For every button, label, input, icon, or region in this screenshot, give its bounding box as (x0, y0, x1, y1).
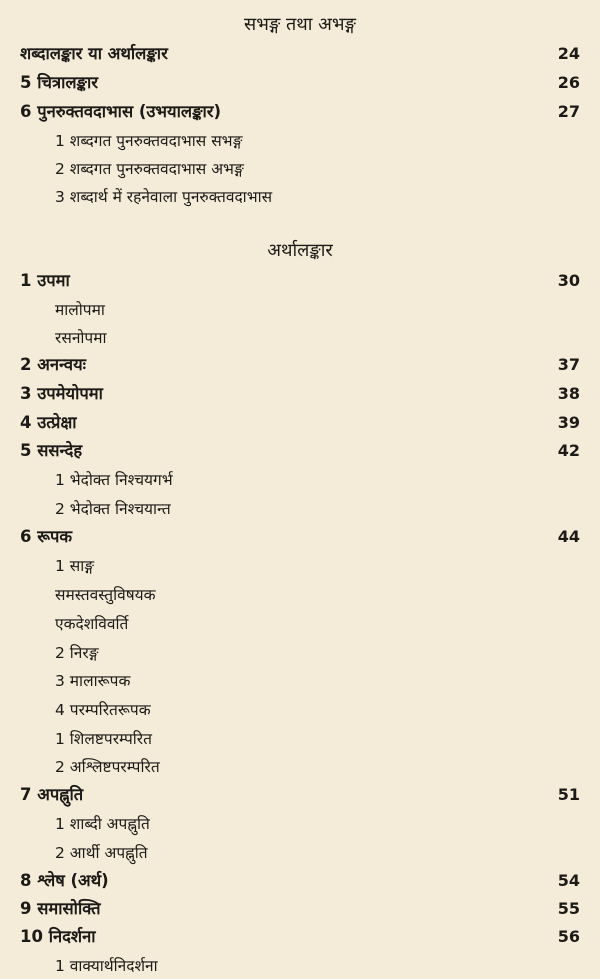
toc-subentry (0, 553, 600, 579)
toc-entry (0, 381, 600, 407)
entry-title: 2 अनन्वयः (20, 355, 86, 374)
entry-title: शब्दालङ्कार या अर्थालङ्कार (20, 44, 168, 63)
entry-page-number: 26 (557, 73, 580, 92)
toc-entry (0, 352, 600, 378)
entry-page-number: 27 (557, 102, 580, 121)
entry-title: 1 शिलष्टपरम्परित (55, 730, 152, 748)
section-heading: सभङ्ग तथा अभङ्ग (244, 14, 356, 35)
entry-page-number: 55 (557, 899, 580, 918)
entry-title: 1 उपमा (20, 271, 70, 290)
entry-page-number: 38 (557, 384, 580, 403)
entry-title: 2 भेदोक्त निश्चयान्त (55, 500, 171, 518)
toc-entry (0, 524, 600, 550)
entry-page-number: 39 (557, 413, 580, 432)
entry-title: 3 उपमेयोपमा (20, 384, 103, 403)
entry-title: 7 अपह्नुति (20, 785, 84, 804)
toc-subentry (0, 811, 600, 837)
toc-subentry (0, 184, 600, 210)
toc-entry (0, 438, 600, 464)
toc-subentry (0, 582, 600, 608)
entry-title: रसनोपमा (55, 329, 107, 347)
entry-page-number: 42 (557, 441, 580, 460)
toc-entry (0, 868, 600, 894)
entry-title: समस्तवस्तुविषयक (55, 586, 156, 604)
entry-page-number: 24 (557, 44, 580, 63)
entry-page-number: 44 (557, 527, 580, 546)
entry-title: 1 साङ्ग (55, 557, 95, 575)
entry-title: 4 परम्परितरूपक (55, 701, 151, 719)
entry-title: 4 उत्प्रेक्षा (20, 413, 77, 432)
entry-title: 10 निदर्शना (20, 927, 96, 946)
entry-title: 3 शब्दार्थ में रहनेवाला पुनरुक्तवदाभास (55, 188, 273, 206)
entry-title: 1 भेदोक्त निश्चयगर्भ (55, 471, 173, 489)
toc-subentry (0, 840, 600, 866)
entry-title: 6 पुनरुक्तवदाभास (उभयालङ्कार) (20, 102, 222, 121)
toc-entry (0, 268, 600, 294)
toc-subentry (0, 128, 600, 154)
entry-page-number: 51 (557, 785, 580, 804)
entry-title: 2 आर्थी अपह्नुति (55, 844, 148, 862)
toc-subentry (0, 953, 600, 979)
entry-title: 6 रूपक (20, 527, 73, 546)
entry-title: 2 अश्लिष्टपरम्परित (55, 758, 160, 776)
toc-subentry (0, 496, 600, 522)
toc-subentry (0, 467, 600, 493)
entry-page-number: 54 (557, 871, 580, 890)
entry-title: 8 श्लेष (अर्थ) (20, 871, 109, 890)
toc-entry (0, 782, 600, 808)
entry-title: 5 ससन्देह (20, 441, 83, 460)
entry-page-number: 37 (557, 355, 580, 374)
entry-title: 9 समासोक्ति (20, 899, 101, 918)
entry-page-number: 30 (557, 271, 580, 290)
toc-subentry (0, 640, 600, 666)
section-heading: अर्थालङ्कार (267, 240, 333, 261)
entry-title: मालोपमा (55, 301, 105, 319)
toc-entry (0, 99, 600, 125)
toc-subentry (0, 325, 600, 351)
entry-title: 1 वाक्यार्थनिदर्शना (55, 957, 158, 975)
entry-title: एकदेशविवर्ति (55, 615, 129, 633)
toc-subentry (0, 297, 600, 323)
toc-entry (0, 41, 600, 67)
entry-title: 2 निरङ्ग (55, 644, 99, 662)
toc-subentry (0, 726, 600, 752)
entry-title: 5 चित्रालङ्कार (20, 73, 99, 92)
toc-subentry (0, 754, 600, 780)
entry-page-number: 56 (557, 927, 580, 946)
toc-entry (0, 924, 600, 950)
toc-subentry (0, 156, 600, 182)
toc-subentry (0, 611, 600, 637)
entry-title: 3 मालारूपक (55, 672, 131, 690)
entry-title: 1 शाब्दी अपह्नुति (55, 815, 150, 833)
toc-entry (0, 896, 600, 922)
toc-subentry (0, 697, 600, 723)
entry-title: 2 शब्दगत पुनरुक्तवदाभास अभङ्ग (55, 160, 244, 178)
toc-entry (0, 410, 600, 436)
entry-title: 1 शब्दगत पुनरुक्तवदाभास सभङ्ग (55, 132, 243, 150)
toc-entry (0, 70, 600, 96)
toc-subentry (0, 668, 600, 694)
